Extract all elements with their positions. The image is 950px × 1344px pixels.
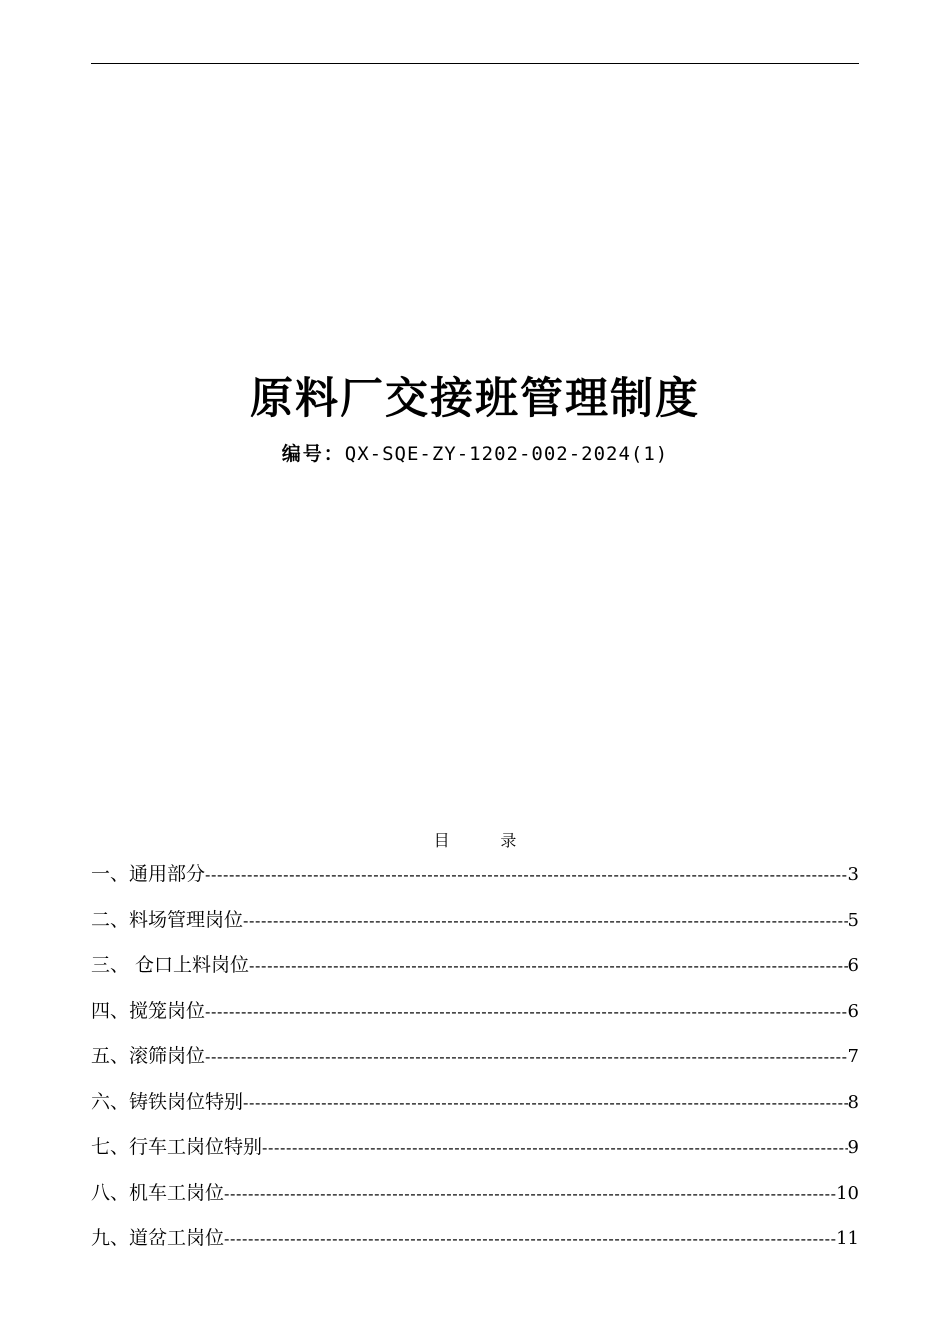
toc-entry[interactable] <box>91 1179 859 1225</box>
toc-entry-page: 9 <box>847 1137 859 1158</box>
toc-entry-label: 四、搅笼岗位 <box>91 999 206 1022</box>
toc-entry-label: 一、通用部分 <box>91 863 206 885</box>
toc-entry-page: 5 <box>847 909 859 931</box>
toc-entry-page: 11 <box>836 1228 859 1249</box>
toc-dot-leader <box>205 998 848 1026</box>
document-number-label: 编号： <box>281 443 345 465</box>
toc-entry-page: 7 <box>847 1046 859 1067</box>
toc-dot-leader <box>243 907 848 935</box>
document-number <box>0 440 950 468</box>
toc-entry-page: 6 <box>847 1000 859 1022</box>
toc-entry-label: 五、滚筛岗位 <box>91 1045 206 1067</box>
toc-entry-page: 3 <box>847 864 859 885</box>
toc-entry[interactable] <box>91 1133 859 1179</box>
toc-entry[interactable] <box>91 951 859 997</box>
toc-entry-label: 八、机车工岗位 <box>91 1181 225 1204</box>
document-number-value: QX-SQE-ZY-1202-002-2024(1) <box>344 443 669 465</box>
toc-dot-leader <box>249 952 848 980</box>
toc-entry-label: 九、道岔工岗位 <box>91 1227 225 1249</box>
toc-entry-label: 三、 仓口上料岗位 <box>91 954 250 976</box>
toc-entry-label: 六、铸铁岗位特别 <box>91 1090 244 1113</box>
toc-entry-page: 6 <box>847 955 859 976</box>
toc-entry-label: 二、料场管理岗位 <box>91 908 244 931</box>
toc-dot-leader <box>224 1225 836 1253</box>
toc-entry[interactable] <box>91 906 859 952</box>
toc-entry-page: 8 <box>847 1091 859 1113</box>
header-rule <box>91 63 859 64</box>
toc-entry[interactable] <box>91 997 859 1043</box>
table-of-contents <box>91 860 859 1270</box>
toc-entry[interactable] <box>91 1088 859 1134</box>
toc-entry-label: 七、行车工岗位特别 <box>91 1136 263 1158</box>
toc-dot-leader <box>205 861 848 889</box>
toc-heading: 目 录 <box>433 831 517 850</box>
toc-dot-leader <box>224 1180 836 1208</box>
toc-entry[interactable] <box>91 1042 859 1088</box>
toc-entry[interactable] <box>91 860 859 906</box>
toc-dot-leader <box>243 1089 848 1117</box>
toc-dot-leader <box>205 1043 848 1071</box>
document-title: 原料厂交接班管理制度 <box>250 374 700 424</box>
toc-dot-leader <box>262 1134 848 1162</box>
toc-entry-page: 10 <box>836 1182 859 1204</box>
toc-entry[interactable] <box>91 1224 859 1270</box>
